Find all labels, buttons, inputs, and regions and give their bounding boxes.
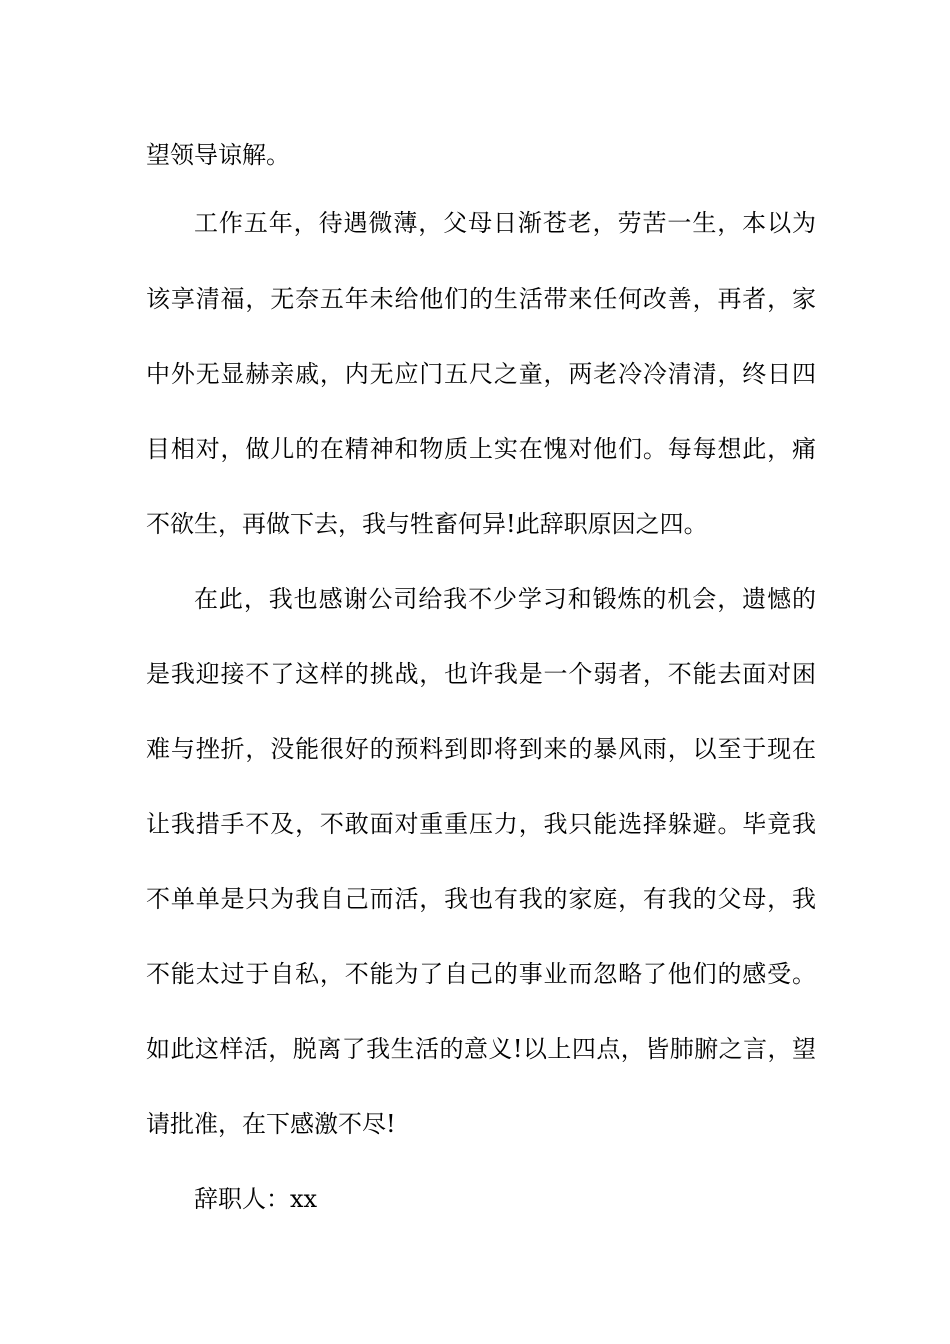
signature-line: 辞职人：xx — [194, 1185, 318, 1213]
paragraph-line: 让我措手不及，不敢面对重重压力，我只能选择躲避。毕竟我 — [146, 810, 816, 838]
paragraph-line: 难与挫折，没能很好的预料到即将到来的暴风雨，以至于现在 — [146, 735, 816, 763]
paragraph-line: 中外无显赫亲戚，内无应门五尺之童，两老冷冷清清，终日四 — [146, 360, 816, 388]
paragraph-line: 该享清福，无奈五年未给他们的生活带来任何改善，再者，家 — [146, 285, 816, 313]
paragraph-line: 请批准，在下感激不尽! — [146, 1110, 396, 1138]
paragraph-line: 是我迎接不了这样的挑战，也许我是一个弱者，不能去面对困 — [146, 660, 816, 688]
paragraph-line: 目相对，做儿的在精神和物质上实在愧对他们。每每想此，痛 — [146, 435, 816, 463]
paragraph-line: 不单单是只为我自己而活，我也有我的家庭，有我的父母，我 — [146, 885, 816, 913]
paragraph-line: 不能太过于自私，不能为了自己的事业而忽略了他们的感受。 — [146, 960, 816, 988]
paragraph-line: 在此，我也感谢公司给我不少学习和锻炼的机会，遗憾的 — [194, 585, 816, 613]
paragraph-line: 不欲生，再做下去，我与牲畜何异!此辞职原因之四。 — [146, 510, 708, 538]
paragraph-line: 望领导谅解。 — [146, 141, 290, 169]
paragraph-line: 工作五年，待遇微薄，父母日渐苍老，劳苦一生，本以为 — [194, 209, 816, 237]
paragraph-line: 如此这样活，脱离了我生活的意义!以上四点，皆肺腑之言，望 — [146, 1035, 816, 1063]
